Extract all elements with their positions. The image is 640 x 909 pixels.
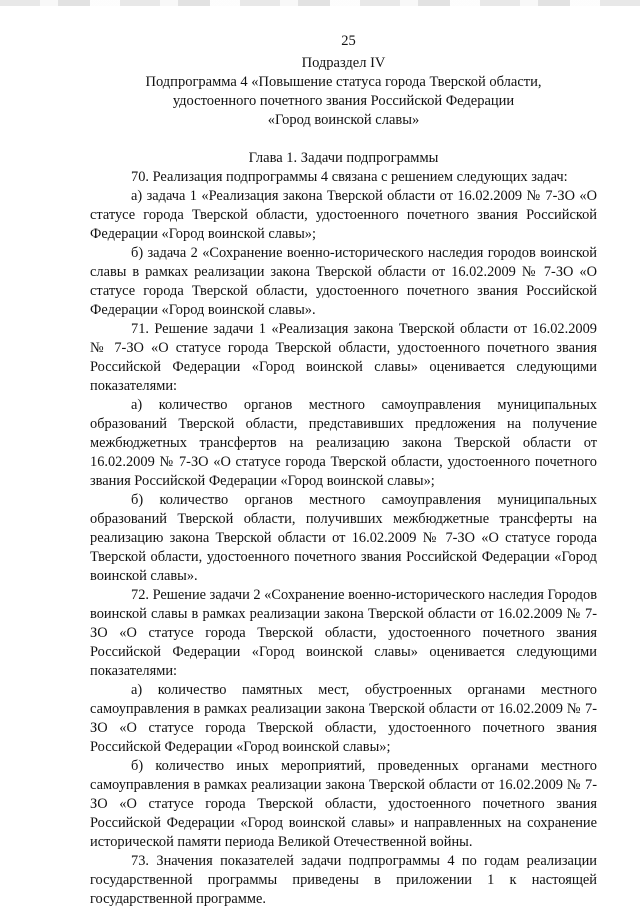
- subprogram-title-line-1: Подпрограмма 4 «Повышение статуса города Тверской области,: [145, 74, 542, 90]
- paragraph-71-a: а) количество органов местного самоуправления муниципальных образований Тверской области, представивших предложения на получение межбюджетных трансфертов на реализацию закона Тверской области от 16.02.2009 № 7-ЗО «О статусе города Тверской области, удостоенного почетного звания Российской Федерации «Город воинской славы»;: [90, 397, 597, 489]
- scan-edge-artifact: [0, 0, 640, 6]
- subprogram-title-line-2: удостоенного почетного звания Российской Федерации: [172, 93, 515, 109]
- subprogram-title-line-3: «Город воинской славы»: [267, 112, 420, 128]
- paragraph-71: 71. Решение задачи 1 «Реализация закона Тверской области от 16.02.2009 № 7-ЗО «О статусе города Тверской области, удостоенного почетного звания Российской Федерации «Город воинской славы» оценивается следующими показателями:: [90, 321, 597, 394]
- chapter-title: Глава 1. Задачи подпрограммы: [248, 150, 439, 166]
- paragraph-71-b: б) количество органов местного самоуправления муниципальных образований Тверской области, получивших межбюджетные трансферты на реализацию закона Тверской области от 16.02.2009 № 7-ЗО «О статусе города Тверской области, удостоенного почетного звания Российской Федерации «Город воинской славы».: [90, 492, 597, 584]
- paragraph-70: 70. Реализация подпрограммы 4 связана с решением следующих задач:: [131, 169, 568, 185]
- paragraph-73: 73. Значения показателей задачи подпрограммы 4 по годам реализации государственной программы приведены в приложении 1 к настоящей государственной программе.: [90, 853, 597, 907]
- paragraph-70-b: б) задача 2 «Сохранение военно-исторического наследия городов воинской славы в рамках реализации закона Тверской области от 16.02.2009 № 7-ЗО «О статусе города Тверской области, удостоенного почетного звания Российской Федерации «Город воинской славы».: [90, 245, 597, 318]
- document-page: [90, 32, 597, 909]
- paragraph-72-b: б) количество иных мероприятий, проведенных органами местного самоуправления в рамках реализации закона Тверской области от 16.02.2009 № 7-ЗО «О статусе города Тверской области, удостоенного почетного звания Российской Федерации «Город воинской славы» и направленных на сохранение исторической памяти периода Великой Отечественной войны.: [90, 758, 597, 850]
- paragraph-72: 72. Решение задачи 2 «Сохранение военно-исторического наследия Городов воинской славы в рамках реализации закона Тверской области от 16.02.2009 № 7-ЗО «О статусе города Тверской области, удостоенного почетного звания Российской Федерации «Город воинской славы» оценивается следующими показателями:: [90, 587, 597, 679]
- page-number: 25: [341, 33, 356, 49]
- paragraph-72-a: а) количество памятных мест, обустроенных органами местного самоуправления в рамках реализации закона Тверской области от 16.02.2009 № 7-ЗО «О статусе города Тверской области, удостоенного почетного звания Российской Федерации «Город воинской славы»;: [90, 682, 597, 755]
- body-text: [90, 168, 597, 909]
- subsection-title: Подраздел IV: [301, 55, 386, 71]
- section-heading: [90, 54, 597, 130]
- paragraph-70-a: а) задача 1 «Реализация закона Тверской области от 16.02.2009 № 7-ЗО «О статусе города Тверской области, удостоенного почетного звания Российской Федерации «Город воинской славы»;: [90, 188, 597, 242]
